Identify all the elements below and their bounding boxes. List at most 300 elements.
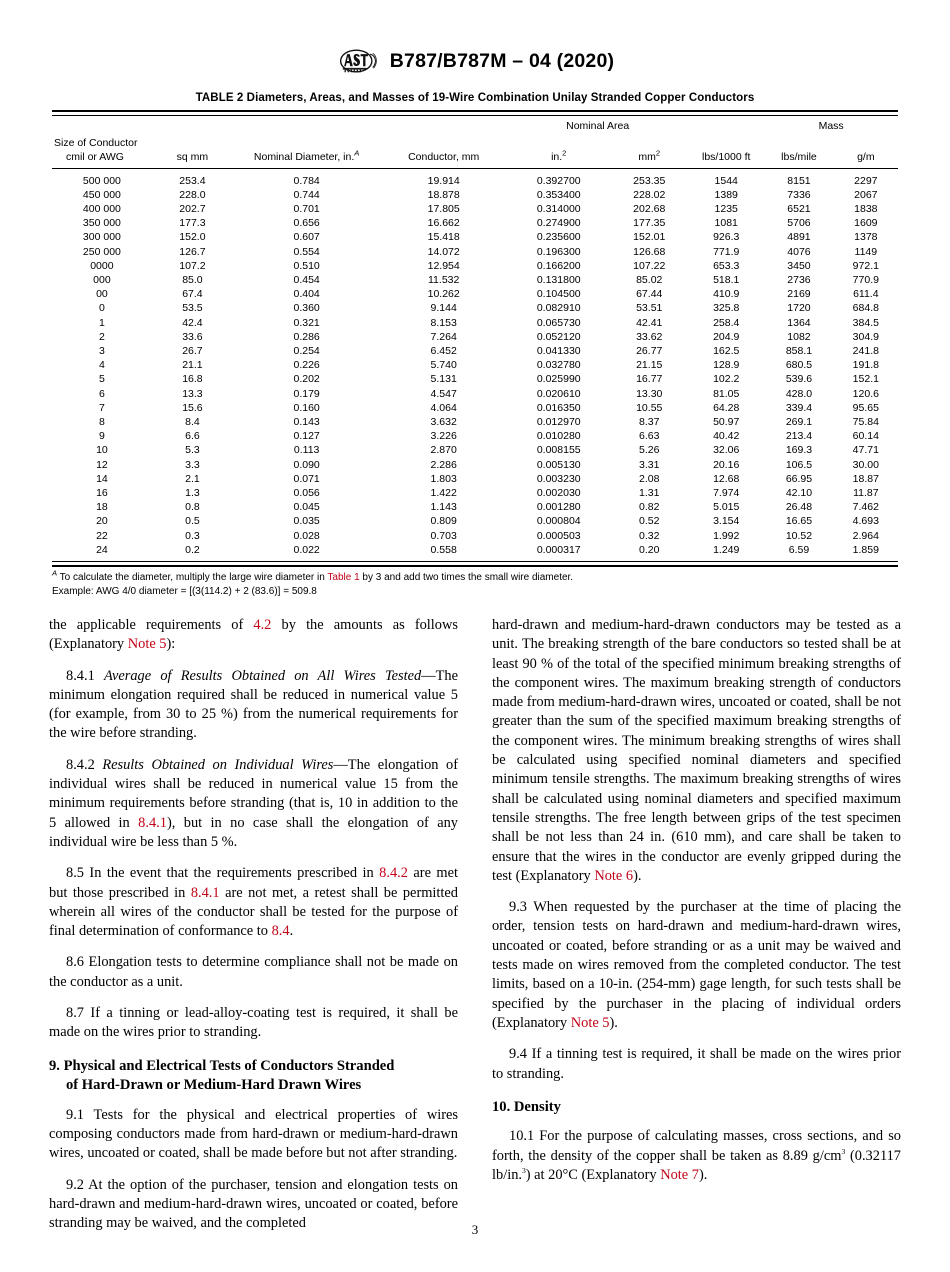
table-cell: 0.028 bbox=[293, 529, 320, 542]
table-cell: 0.052120 bbox=[536, 330, 581, 343]
table-cell: 0.065730 bbox=[536, 316, 581, 329]
table-cell: 0.703 bbox=[430, 529, 457, 542]
paragraph-8-6: 8.6 Elongation tests to determine compliance shall not be made on the conductor as a unit. bbox=[49, 954, 458, 990]
table-cell: 162.5 bbox=[713, 345, 740, 358]
table-cell: 26.7 bbox=[182, 345, 203, 358]
table-cell: 0.010280 bbox=[536, 430, 581, 443]
table-cell: 3.3 bbox=[185, 458, 200, 471]
table-row bbox=[52, 316, 898, 330]
table-cell: 53.5 bbox=[182, 302, 203, 315]
table-cell: 0.113 bbox=[293, 444, 320, 457]
table-cell: 0.8 bbox=[185, 501, 200, 514]
document-designation: B787/B787M – 04 (2020) bbox=[389, 49, 615, 72]
table-cell: 1364 bbox=[787, 316, 811, 329]
table-cell: 18.87 bbox=[852, 472, 879, 485]
table-cell: 7336 bbox=[787, 188, 811, 201]
table-cell: 16.8 bbox=[182, 373, 203, 386]
table-row bbox=[52, 514, 898, 528]
col-header-lbs-per-1000ft: lbs/1000 ft bbox=[701, 151, 751, 164]
table-cell: 0.071 bbox=[293, 472, 320, 485]
table-row bbox=[52, 301, 898, 315]
table-cell: 5.131 bbox=[430, 373, 457, 386]
table-row bbox=[52, 330, 898, 344]
right-column bbox=[492, 616, 901, 1246]
table-cell: 1235 bbox=[714, 203, 738, 216]
table-cell: 42.41 bbox=[636, 316, 663, 329]
table-cell: 450 000 bbox=[82, 188, 121, 201]
table-row bbox=[52, 429, 898, 443]
table-footnote bbox=[52, 568, 898, 599]
table-cell: 2.08 bbox=[639, 472, 660, 485]
table-cell: 518.1 bbox=[713, 274, 740, 287]
paragraph-9-2: 9.2 At the option of the purchaser, tension and elongation tests on hard-drawn and medium-hard-drawn wires, uncoated or coated, before stranding may be waived, and the completed bbox=[49, 1176, 458, 1232]
section-heading-9 bbox=[49, 1057, 458, 1096]
table-cell: 2.870 bbox=[430, 444, 457, 457]
table-row bbox=[52, 387, 898, 401]
table-cell: 539.6 bbox=[785, 373, 813, 386]
table-cell: 384.5 bbox=[852, 316, 879, 329]
paragraph-8-4-intro: the applicable requirements of 4.2 by the amounts as follows (Explanatory Note 5): bbox=[49, 617, 458, 653]
table-cell: 0.025990 bbox=[536, 373, 581, 386]
xref-note-6[interactable]: Note 6 bbox=[594, 867, 634, 884]
table-cell: 64.28 bbox=[713, 401, 740, 414]
table-cell: 21.1 bbox=[182, 359, 203, 372]
table-row bbox=[52, 188, 898, 202]
table-cell: 17.805 bbox=[427, 203, 460, 216]
table-cell: 2067 bbox=[854, 188, 878, 201]
table-row bbox=[52, 287, 898, 301]
table-cell: 2.286 bbox=[430, 458, 457, 471]
astm-logo-icon bbox=[336, 48, 380, 74]
table-cell: 0.809 bbox=[430, 515, 457, 528]
table-cell: 0.3 bbox=[185, 529, 200, 542]
table-cell: 770.9 bbox=[852, 274, 879, 287]
table-cell: 0.392700 bbox=[536, 174, 581, 187]
section-heading-9-line-2: of Hard-Drawn or Medium-Hard Drawn Wires bbox=[66, 1077, 362, 1094]
section-heading-10-line-1: 10. Density bbox=[492, 1098, 561, 1115]
table-cell: 75.84 bbox=[852, 416, 879, 429]
table-cell: 0.020610 bbox=[536, 387, 581, 400]
table-cell: 0.82 bbox=[639, 501, 660, 514]
table-cell: 0 bbox=[98, 302, 105, 315]
table-cell: 0.005130 bbox=[536, 458, 581, 471]
table-cell: 0.744 bbox=[293, 188, 320, 201]
table-cell: 26.77 bbox=[636, 345, 663, 358]
table-cell: 18 bbox=[96, 501, 108, 514]
table-cell: 1.31 bbox=[639, 487, 660, 500]
table-cell: 350 000 bbox=[82, 217, 121, 230]
table-cell: 300 000 bbox=[82, 231, 121, 244]
xref-8-4-1[interactable]: 8.4.1 bbox=[138, 814, 167, 831]
table-cell: 2736 bbox=[787, 274, 811, 287]
table-cell: 0.127 bbox=[293, 430, 320, 443]
table-cell: 5.740 bbox=[430, 359, 457, 372]
table-cell: 0.360 bbox=[293, 302, 320, 315]
xref-8-4-2[interactable]: 8.4.2 bbox=[379, 865, 408, 882]
table-cell: 0.558 bbox=[430, 543, 457, 556]
paragraph-9-4: 9.4 If a tinning test is required, it shall be made on the wires prior to stranding. bbox=[492, 1046, 901, 1082]
table-cell: 5706 bbox=[787, 217, 811, 230]
table-cell: 0.022 bbox=[293, 543, 320, 556]
table-cell: 2.1 bbox=[185, 472, 200, 485]
table-cell: 325.8 bbox=[713, 302, 740, 315]
table-cell: 21.15 bbox=[636, 359, 663, 372]
table-cell: 81.05 bbox=[713, 387, 740, 400]
table-row bbox=[52, 372, 898, 386]
table-row bbox=[52, 401, 898, 415]
table-cell: 85.02 bbox=[636, 274, 663, 287]
section-heading-10 bbox=[492, 1098, 901, 1118]
table-bottom-rule bbox=[52, 562, 898, 567]
table-cell: 0.274900 bbox=[536, 217, 581, 230]
table-cell: 500 000 bbox=[82, 174, 121, 187]
table-cell: 0.035 bbox=[293, 515, 320, 528]
table-cell: 6.452 bbox=[430, 345, 457, 358]
table-cell: 3.632 bbox=[430, 416, 457, 429]
table-cell: 26.48 bbox=[785, 501, 813, 514]
table-row bbox=[52, 500, 898, 514]
table-row bbox=[52, 543, 898, 562]
table-row bbox=[52, 529, 898, 543]
table-row bbox=[52, 443, 898, 457]
table-cell: 42.10 bbox=[785, 487, 813, 500]
table-cell: 1.249 bbox=[713, 543, 740, 556]
table-row bbox=[52, 245, 898, 259]
table-cell: 1544 bbox=[714, 174, 738, 187]
table-cell: 11.87 bbox=[853, 487, 879, 500]
table-row bbox=[52, 458, 898, 472]
paragraph-8-5: 8.5 In the event that the requirements prescribed in 8.4.2 are met but those prescribed in 8.4.1 are not met, a retest shall be permitted wherein all wires of the conductor shall be tested for the purpose of final determination of conformance to 8.4. bbox=[49, 865, 459, 940]
table-cell: 33.6 bbox=[182, 330, 203, 343]
table-cell: 4.064 bbox=[430, 401, 457, 414]
table-cell: 0.016350 bbox=[536, 401, 581, 414]
col-header-area-mm2: $mm^2$ bbox=[638, 148, 661, 164]
table-row bbox=[52, 168, 898, 188]
table-cell: 3.31 bbox=[639, 458, 660, 471]
table-cell: 228.02 bbox=[633, 188, 666, 201]
table-cell: 339.4 bbox=[785, 401, 813, 414]
table-row bbox=[52, 230, 898, 244]
table-cell: 0.607 bbox=[293, 231, 320, 244]
table-cell: 3.154 bbox=[713, 515, 740, 528]
table-cell: 2169 bbox=[787, 288, 811, 301]
table-cell: 30.00 bbox=[852, 458, 879, 471]
table-cell: 12 bbox=[96, 458, 108, 471]
table-cell: 14.072 bbox=[427, 245, 460, 258]
table-cell: 10.55 bbox=[636, 401, 663, 414]
table-cell: 0.314000 bbox=[536, 203, 581, 216]
table-cell: 8 bbox=[98, 416, 105, 429]
table-cell: 0.554 bbox=[293, 245, 320, 258]
table-row bbox=[52, 259, 898, 273]
table-cell: 250 000 bbox=[82, 245, 121, 258]
table-cell: 972.1 bbox=[852, 259, 879, 272]
paragraph-10-1: 10.1 For the purpose of calculating masses, cross sections, and so forth, the density of the copper shall be taken as 8.89 $g/cm^3$ (0.32117 lb/in.$^3$) at 20°C (Explanatory Note 7). bbox=[492, 1128, 901, 1184]
table-cell: 1609 bbox=[854, 217, 878, 230]
table-cell: 107.22 bbox=[633, 259, 666, 272]
table-footnote-line-2: Example: AWG 4/0 diameter = [(3(114.2) + 2 (83.6)] = 509.8 bbox=[52, 586, 317, 598]
page-header bbox=[0, 48, 950, 74]
table-cell: 2.964 bbox=[852, 529, 879, 542]
table-cell: 0.041330 bbox=[536, 345, 581, 358]
xref-4-2[interactable]: 4.2 bbox=[253, 617, 272, 633]
table-cell: 5 bbox=[98, 373, 105, 386]
table-cell: 10 bbox=[96, 444, 108, 457]
table-cell: 0.143 bbox=[293, 416, 320, 429]
table-cell: 241.8 bbox=[852, 345, 879, 358]
table-cell: 0.104500 bbox=[536, 288, 581, 301]
table-cell: 0.002030 bbox=[536, 487, 581, 500]
table-cell: 14 bbox=[96, 472, 108, 485]
table-cell: 0.001280 bbox=[536, 501, 581, 514]
table-cell: 1 bbox=[98, 316, 105, 329]
table-cell: 1.859 bbox=[852, 543, 879, 556]
table-cell: 18.878 bbox=[427, 188, 460, 201]
table-cell: 4 bbox=[98, 359, 105, 372]
table-cell: 16 bbox=[96, 487, 108, 500]
table-cell: 16.662 bbox=[427, 217, 460, 230]
table-cell: 53.51 bbox=[636, 302, 663, 315]
table-cell: 6.59 bbox=[788, 543, 810, 556]
table-cell: 213.4 bbox=[785, 430, 813, 443]
section-heading-9-line-1: 9. Physical and Electrical Tests of Conductors Stranded bbox=[49, 1057, 395, 1074]
table-cell: 0.20 bbox=[639, 543, 660, 556]
table-cell: 177.35 bbox=[633, 217, 666, 230]
table-cell: 33.62 bbox=[636, 330, 663, 343]
table-cell: 0.454 bbox=[293, 274, 320, 287]
table-cell: 1.3 bbox=[185, 487, 200, 500]
paragraph-8-4-1-title: Average of Results Obtained on All Wires Tested bbox=[103, 667, 422, 684]
table-cell: 00 bbox=[96, 288, 108, 301]
table-cell: 8151 bbox=[787, 174, 811, 187]
table-cell: 410.9 bbox=[713, 288, 740, 301]
table-cell: 428.0 bbox=[785, 387, 813, 400]
table-cell: 7 bbox=[98, 401, 105, 414]
table-cell: 6521 bbox=[787, 203, 811, 216]
xref-note-7[interactable]: Note 7 bbox=[660, 1167, 699, 1184]
table-cell: 5.015 bbox=[713, 501, 740, 514]
table-cell: 9.144 bbox=[430, 302, 457, 315]
table-cell: 1378 bbox=[854, 231, 878, 244]
table-cell: 13.3 bbox=[182, 387, 203, 400]
table-cell: 771.9 bbox=[713, 245, 740, 258]
table-cell: 0.045 bbox=[293, 501, 320, 514]
table-cell: 7.974 bbox=[713, 487, 740, 500]
table-cell: 106.5 bbox=[785, 458, 813, 471]
table-cell: 1149 bbox=[854, 245, 878, 258]
table-cell: 0.784 bbox=[293, 174, 320, 187]
table-cell: 926.3 bbox=[713, 231, 740, 244]
table-cell: 8.4 bbox=[185, 416, 200, 429]
table-cell: 22 bbox=[96, 529, 108, 542]
table-cell: 000 bbox=[93, 274, 111, 287]
col-header-sq-mm: sq mm bbox=[176, 151, 209, 164]
table-cell: 0.5 bbox=[185, 515, 200, 528]
table-cell: 0.000503 bbox=[536, 529, 581, 542]
table-cell: 12.954 bbox=[427, 259, 460, 272]
table-cell: 0.235600 bbox=[536, 231, 581, 244]
page-number: 3 bbox=[471, 1222, 479, 1237]
table-cell: 0.160 bbox=[293, 401, 320, 414]
xref-note-5-b[interactable]: Note 5 bbox=[570, 1014, 610, 1031]
table-cell: 8.37 bbox=[639, 416, 660, 429]
table-cell: 12.68 bbox=[713, 472, 740, 485]
xref-8-4-1-b[interactable]: 8.4.1 bbox=[190, 884, 220, 901]
table-cell: 3450 bbox=[787, 259, 811, 272]
table-cell: 169.3 bbox=[785, 444, 813, 457]
xref-note-5[interactable]: Note 5 bbox=[127, 636, 167, 653]
table-cell: 0.082910 bbox=[536, 302, 581, 315]
table-cell: 177.3 bbox=[179, 217, 206, 230]
col-header-nominal-diameter-in: Nominal Diameter, in.$^A$ bbox=[253, 148, 360, 164]
table-cell: 128.9 bbox=[713, 359, 740, 372]
table-cell: 6 bbox=[98, 387, 105, 400]
table-cell: 0.286 bbox=[293, 330, 320, 343]
table-cell: 19.914 bbox=[427, 174, 460, 187]
table-cell: 9 bbox=[98, 430, 105, 443]
table-cell: 85.0 bbox=[182, 274, 203, 287]
table-row bbox=[52, 202, 898, 216]
col-header-area-in2: in.$^2$ bbox=[551, 148, 567, 164]
table-cell: 6.63 bbox=[639, 430, 660, 443]
table-row bbox=[52, 486, 898, 500]
table-cell: 102.2 bbox=[713, 373, 740, 386]
table-cell: 258.4 bbox=[713, 316, 740, 329]
left-column bbox=[49, 616, 458, 1246]
table-cell: 4.693 bbox=[852, 515, 879, 528]
table-cell: 24 bbox=[96, 543, 108, 556]
xref-8-4[interactable]: 8.4 bbox=[271, 923, 290, 940]
table-cell: 126.68 bbox=[633, 245, 666, 258]
table-cell: 0.131800 bbox=[536, 274, 581, 287]
table-cell: 653.3 bbox=[713, 259, 740, 272]
paragraph-8-7: 8.7 If a tinning or lead-alloy-coating test is required, it shall be made on the wires prior to stranding. bbox=[49, 1005, 458, 1041]
table-row bbox=[52, 216, 898, 230]
paragraph-8-4-1: 8.4.1 Average of Results Obtained on All Wires Tested—The minimum elongation required shall be reduced in numerical value 5 (for example, from 30 to 25 %) from the numerical requirements for the wire before stranding. bbox=[49, 667, 458, 742]
table-cell: 0.166200 bbox=[536, 259, 581, 272]
table-cell: 0.510 bbox=[293, 259, 320, 272]
table-cell: 3.226 bbox=[430, 430, 457, 443]
table-cell: 228.0 bbox=[179, 188, 206, 201]
table-cell: 0.179 bbox=[293, 387, 320, 400]
table-cell: 120.6 bbox=[852, 387, 879, 400]
table-cell: 0.2 bbox=[185, 543, 200, 556]
table-cell: 6.6 bbox=[185, 430, 200, 443]
table-cell: 40.42 bbox=[713, 430, 740, 443]
table-cell: 684.8 bbox=[852, 302, 879, 315]
table-row bbox=[52, 415, 898, 429]
table-cell: 0.202 bbox=[293, 373, 320, 386]
table-cell: 13.30 bbox=[636, 387, 663, 400]
table-cell: 253.4 bbox=[179, 174, 206, 187]
table-cell: 304.9 bbox=[852, 330, 879, 343]
table-cell: 66.95 bbox=[785, 472, 813, 485]
table-cell: 0.321 bbox=[293, 316, 320, 329]
table-cell: 95.65 bbox=[852, 401, 879, 414]
table-cell: 0.226 bbox=[293, 359, 320, 372]
col-header-size-of-conductor: Size of Conductor cmil or AWG bbox=[54, 137, 138, 164]
table-cell: 16.65 bbox=[785, 515, 813, 528]
paragraph-9-1: 9.1 Tests for the physical and electrical properties of wires composing conductors made from hard-drawn or medium-hard-drawn wires, uncoated or coated, shall be made before but not after stranding. bbox=[49, 1106, 458, 1162]
table-column-header-row bbox=[52, 134, 898, 166]
table-cell: 20.16 bbox=[713, 458, 740, 471]
table-cell: 0.656 bbox=[293, 217, 320, 230]
footnote-link-table-1[interactable]: Table 1 bbox=[327, 572, 360, 584]
table-cell: 1838 bbox=[854, 203, 878, 216]
table-row bbox=[52, 358, 898, 372]
table-cell: 32.06 bbox=[713, 444, 740, 457]
table-cell: 2297 bbox=[854, 174, 878, 187]
col-header-g-per-m: g/m bbox=[857, 151, 875, 164]
table-cell: 0.000317 bbox=[536, 543, 581, 556]
paragraph-9-3: 9.3 When requested by the purchaser at the time of placing the order, tension tests on hard-drawn and medium-hard-drawn wires, uncoated or coated, before stranding or as a unit may be waived and tests made on wires removed from the completed conductor. The test limits, based on a 10-in. (254-mm) gage length, for such tests shall be specified by the purchaser in the placing of individual orders (Explanatory Note 5). bbox=[492, 899, 901, 1031]
body-two-column-layout bbox=[49, 616, 901, 1246]
table-cell: 0.090 bbox=[293, 458, 320, 471]
table-cell: 269.1 bbox=[785, 416, 813, 429]
table-cell: 0.003230 bbox=[536, 472, 581, 485]
table-cell: 42.4 bbox=[182, 316, 203, 329]
table-cell: 0.000804 bbox=[536, 515, 581, 528]
table-cell: 10.262 bbox=[427, 288, 460, 301]
table-cell: 0.032780 bbox=[536, 359, 581, 372]
table-cell: 50.97 bbox=[713, 416, 740, 429]
table-cell: 126.7 bbox=[179, 245, 206, 258]
table-cell: 152.1 bbox=[852, 373, 879, 386]
table-2 bbox=[52, 110, 898, 567]
table-cell: 15.418 bbox=[427, 231, 460, 244]
table-cell: 858.1 bbox=[785, 345, 813, 358]
table-group-header-row bbox=[52, 116, 898, 135]
group-header-mass: Mass bbox=[818, 120, 844, 132]
table-cell: 1.803 bbox=[430, 472, 457, 485]
table-cell: 611.4 bbox=[853, 288, 879, 301]
table-cell: 0.008155 bbox=[536, 444, 581, 457]
table-cell: 107.2 bbox=[179, 259, 206, 272]
table-cell: 1081 bbox=[714, 217, 738, 230]
table-cell: 0000 bbox=[90, 259, 114, 272]
table-cell: 16.77 bbox=[636, 373, 663, 386]
table-cell: 0.701 bbox=[293, 203, 320, 216]
table-cell: 47.71 bbox=[852, 444, 879, 457]
table-cell: 0.196300 bbox=[536, 245, 581, 258]
col-header-lbs-per-mile: lbs/mile bbox=[781, 151, 817, 164]
table-2-container bbox=[52, 92, 898, 599]
table-cell: 7.264 bbox=[430, 330, 457, 343]
group-header-nominal-area: Nominal Area bbox=[566, 120, 630, 132]
paragraph-8-4-2-title: Results Obtained on Individual Wires bbox=[102, 756, 334, 773]
table-row bbox=[52, 273, 898, 287]
table-body bbox=[52, 168, 898, 561]
paragraph-9-2-continued: hard-drawn and medium-hard-drawn conductors may be tested as a unit. The breaking strength of the bare conductors so tested shall be at least 90 % of the total of the specified minimum breaking strengths of the component wires. The maximum breaking strength of conductors made from medium-hard-drawn wires, uncoated or coated, shall be not greater than the sum of the specified maximum breaking strengths of the component wires. The minimum breaking strengths of wires shall be calculated using specified nominal diameters and specified minimum tensile strengths. The maximum breaking strengths of wires shall be calculated using nominal diameters and specified maximum tensile strengths. The free length between grips of the test specimen shall be not less than 24 in. (610 mm), and care shall be taken to ensure that the wires in the conductor are evenly gripped during the test (Explanatory Note 6). bbox=[492, 617, 901, 884]
table-cell: 5.26 bbox=[639, 444, 660, 457]
table-cell: 0.52 bbox=[639, 515, 660, 528]
table-cell: 1.422 bbox=[430, 487, 457, 500]
table-cell: 0.012970 bbox=[536, 416, 581, 429]
table-caption: TABLE 2 Diameters, Areas, and Masses of 19-Wire Combination Unilay Stranded Copper Conductors bbox=[195, 92, 755, 104]
table-cell: 1.143 bbox=[430, 501, 457, 514]
table-cell: 60.14 bbox=[852, 430, 879, 443]
table-cell: 0.404 bbox=[293, 288, 320, 301]
table-cell: 11.532 bbox=[428, 274, 460, 287]
paragraph-8-4-2: 8.4.2 Results Obtained on Individual Wires—The elongation of individual wires shall be reduced in numerical value 15 from the minimum requirements before stranding (that is, 10 in addition to the 5 allowed in 8.4.1), but in no case shall the elongation of any individual wire be less than 5 %. bbox=[49, 756, 458, 850]
table-cell: 253.35 bbox=[633, 174, 666, 187]
table-cell: 191.8 bbox=[852, 359, 879, 372]
table-cell: 1082 bbox=[787, 330, 811, 343]
table-cell: 4076 bbox=[787, 245, 811, 258]
table-row bbox=[52, 472, 898, 486]
table-cell: 67.44 bbox=[636, 288, 663, 301]
table-cell: 1720 bbox=[787, 302, 811, 315]
